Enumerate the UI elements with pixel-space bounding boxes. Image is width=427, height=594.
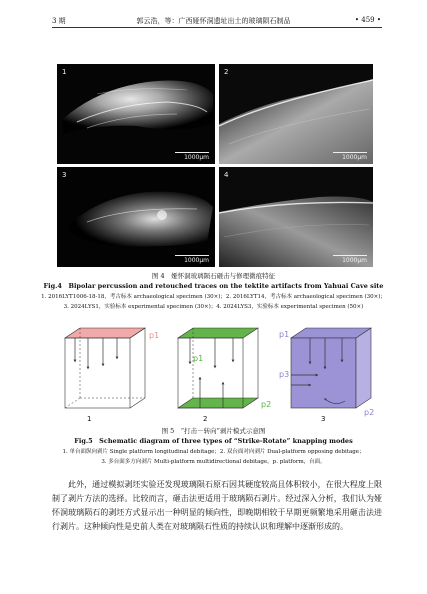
scale-bar-3: 1000μm — [175, 255, 209, 265]
fig5-note-1: 1. 单台面纵向剥片 Single platform longitudinal debitage；2. 双台面对向剥片 Dual-platform opposing debitage； — [62, 449, 365, 455]
fig5-diagrams — [55, 323, 380, 423]
photo-panel-3 — [57, 167, 215, 267]
label-p2-diagram2: p2 — [261, 400, 272, 409]
fig4-caption-en: Fig.4 Bipolar percussion and retouched traces on the tektite artifacts from Yahuai Cave site — [43, 282, 384, 290]
fig4-note-2: 3. 2024LYS1，实验标本 experimental specimen (30×)；4. 2024LYS3，实验标本 experimental specimen (50×) — [63, 304, 364, 310]
fig5-caption-en: Fig.5 Schematic diagram of three types of “Strike-Rotate” knapping modes — [74, 437, 353, 445]
scale-bar-1: 1000μm — [175, 152, 209, 162]
label-p1-diagram2: p1 — [193, 354, 204, 363]
panel-number-2: 2 — [224, 68, 229, 76]
panel-number-4: 4 — [224, 171, 229, 179]
label-p1-diagram3: p1 — [279, 330, 290, 339]
photo-panel-4 — [219, 167, 373, 267]
diagram-number-2: 2 — [203, 415, 208, 423]
diagram-multi-platform — [279, 328, 374, 417]
scale-bar-4: 1000μm — [333, 255, 367, 265]
micrograph-1 — [57, 64, 215, 164]
photo-panel-2 — [219, 64, 373, 164]
issue-number: 3 期 — [52, 17, 66, 25]
fig4-caption-cn: 图 4 娅怀洞玻璃陨石砸击与修理微痕特征 — [151, 272, 276, 280]
diagram-number-1: 1 — [87, 415, 92, 423]
header-rule — [52, 27, 382, 28]
micrograph-3 — [57, 167, 215, 267]
panel-number-1: 1 — [62, 68, 67, 76]
page-number: • 459 • — [354, 16, 381, 24]
micrograph-2 — [219, 64, 373, 164]
panel-number-3: 3 — [62, 171, 67, 179]
diagram-number-3: 3 — [321, 415, 326, 423]
label-p3-diagram3: p3 — [279, 370, 290, 379]
diagram-single-platform — [65, 328, 159, 408]
photo-panel-1 — [57, 64, 215, 164]
diagram-dual-platform — [178, 328, 271, 409]
scale-bar-2: 1000μm — [333, 152, 367, 162]
micrograph-4 — [219, 167, 373, 267]
fig5-caption-cn: 图 5 “打击－转向”剥片模式示意图 — [161, 427, 266, 435]
running-title: 郭云浩，等：广西娅怀洞遗址出土的玻璃陨石制品 — [136, 17, 291, 25]
label-p2-diagram3: p2 — [364, 408, 375, 417]
fig4-note-1: 1. 2016LYT1006-18-18，考古标本 archaeological specimen (30×)；2. 2016LYT14，考古标本 archaeological specimen (30×)； — [41, 294, 386, 300]
fig5-note-2: 3. 多台面多方向剥片 Multi-platform multidirectional debitage，p. platform，台面。 — [101, 459, 326, 465]
label-p1-diagram1: p1 — [149, 331, 160, 340]
body-paragraph: 此外，通过模拟剥坯实验还发现玻璃陨石原石因其硬度较高且体积较小，在很大程度上限制了剥片方法的选择。比较而言，砸击法更适用于玻璃陨石剥片。经过深入分析，我们认为娅怀洞玻璃陨石的剥坯方式显示出一种明显的倾向性，即晚期相较于早期更频繁地采用砸击法进行剥片。这种倾向性是史前人类在对玻璃陨石性质的持续认识和理解中逐渐形成的。 — [52, 480, 382, 531]
